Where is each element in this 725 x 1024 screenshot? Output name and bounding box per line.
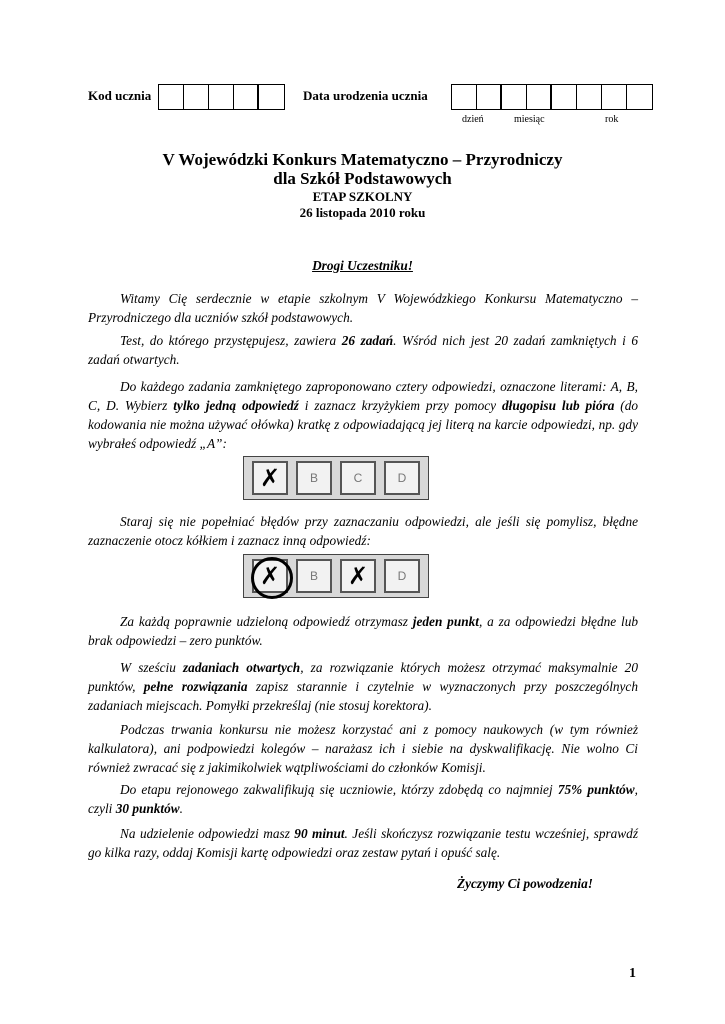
paragraph-correction: Staraj się nie popełniać błędów przy zaznaczaniu odpowiedzi, ale jeśli się pomylisz, błędne zaznaczenie otocz kółkiem i zaznacz inną odpowiedź: xyxy=(88,514,638,548)
cross-mark-icon: ✗ xyxy=(259,562,281,590)
answer-example-corrected xyxy=(243,554,429,598)
answer-cell-a xyxy=(252,559,288,593)
day-label: dzień xyxy=(462,114,484,125)
exam-date: 26 listopada 2010 roku xyxy=(299,205,426,220)
title-line1: V Wojewódzki Konkurs Matematyczno – Przyrodniczy xyxy=(162,150,563,169)
paragraph-welcome: Witamy Cię serdecznie w etapie szkolnym V Wojewódzkiego Konkursu Matematyczno – Przyrodniczego dla uczniów szkół podstawowych. xyxy=(88,291,638,325)
birthdate-label: Data urodzenia ucznia xyxy=(303,88,428,103)
paragraph-qualification: Do etapu rejonowego zakwalifikują się uczniowie, którzy zdobędą co najmniej 75% punktów, czyli 30 punktów. xyxy=(88,782,638,816)
page-number: 1 xyxy=(629,966,636,981)
paragraph-rules: Podczas trwania konkursu nie możesz korzystać ani z pomocy naukowych (w tym również kalkulatora), ani podpowiedzi kolegów – narażasz ich i siebie na dyskwalifikację. Nie wolno Ci również zwracać się z jakimikolwiek wątpliwościami do członków Komisji. xyxy=(88,722,638,775)
birthdate-boxes[interactable] xyxy=(451,84,653,110)
paragraph-scoring: Za każdą poprawnie udzieloną odpowiedź otrzymasz jeden punkt, a za odpowiedzi błędne lub brak odpowiedzi – zero punktów. xyxy=(88,614,638,648)
answer-cell-b: B xyxy=(296,461,332,495)
month-label: miesiąc xyxy=(514,114,545,125)
answer-cell-a xyxy=(252,461,288,495)
stage-label: ETAP SZKOLNY xyxy=(312,189,413,204)
cross-mark-icon: ✗ xyxy=(347,562,369,590)
student-code-label: Kod ucznia xyxy=(88,88,152,103)
answer-cell-c xyxy=(340,559,376,593)
paragraph-time-limit: Na udzielenie odpowiedzi masz 90 minut. Jeśli skończysz rozwiązanie testu wcześniej, sprawdź go kilka razy, oddaj Komisji kartę odpowiedzi oraz zestaw pytań i opuść salę. xyxy=(88,826,638,860)
answer-example-correct xyxy=(243,456,429,500)
circle-mark-icon xyxy=(251,557,293,599)
answer-cell-c: C xyxy=(340,461,376,495)
cross-mark-icon: ✗ xyxy=(259,464,281,492)
paragraph-open-tasks: W sześciu zadaniach otwartych, za rozwiązanie których możesz otrzymać maksymalnie 20 punktów, pełne rozwiązania zapisz starannie i czytelnie w wyznaczonych przy poszczególnych zadaniach miejscach. Pomyłki przekreślaj (nie stosuj korektora). xyxy=(88,660,638,713)
answer-cell-d: D xyxy=(384,461,420,495)
closing-wish: Życzymy Ci powodzenia! xyxy=(457,876,593,891)
year-label: rok xyxy=(605,114,619,125)
paragraph-instructions: Do każdego zadania zamkniętego zaproponowano cztery odpowiedzi, oznaczone literami: A, B, C, D. Wybierz tylko jedną odpowiedź i zaznacz krzyżykiem przy pomocy długopisu lub pióra (do kodowania nie można używać ołówka) kratkę z odpowiadającą jej literą na karcie odpowiedzi, np. gdy wybrałeś odpowiedź „A”: xyxy=(88,379,639,451)
answer-cell-b: B xyxy=(296,559,332,593)
student-code-boxes[interactable] xyxy=(158,84,285,110)
title-line2: dla Szkół Podstawowych xyxy=(273,169,452,188)
answer-cell-d: D xyxy=(384,559,420,593)
paragraph-test-info: Test, do którego przystępujesz, zawiera 26 zadań. Wśród nich jest 20 zadań zamkniętych i 6 zadań otwartych. xyxy=(88,333,638,367)
greeting: Drogi Uczestniku! xyxy=(312,258,413,273)
